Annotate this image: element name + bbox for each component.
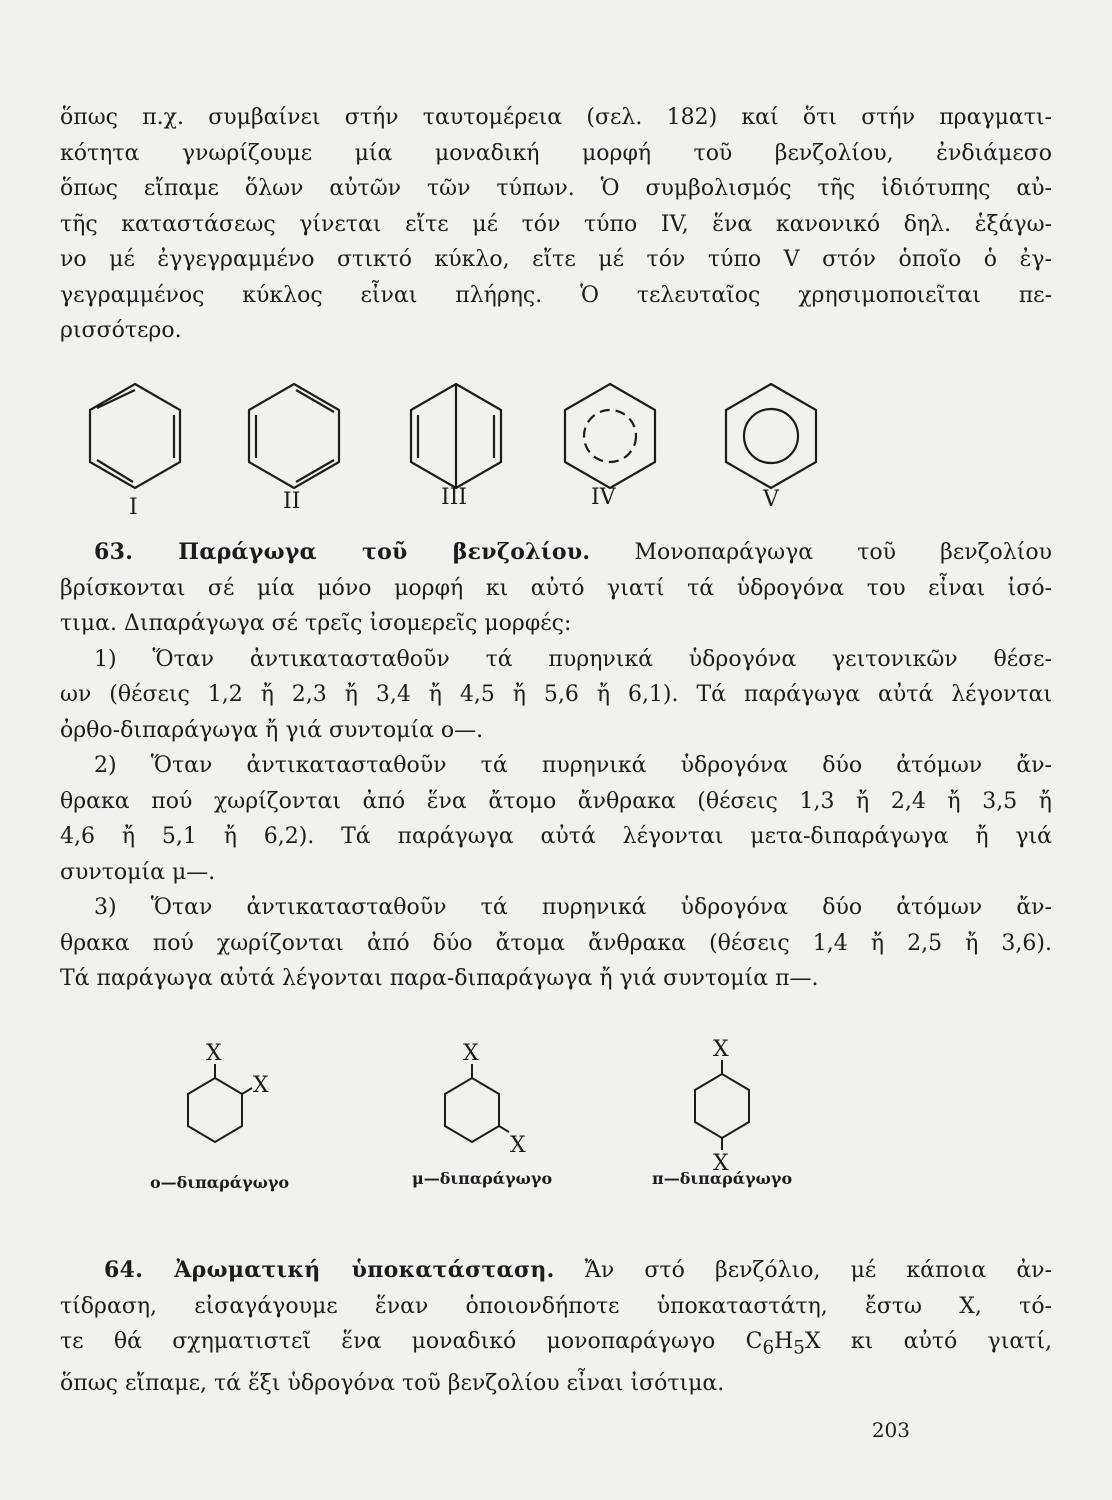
kekule-structure-i — [90, 384, 180, 488]
text-line: 2) Ὅταν ἀντικατασταθοῦν τά πυρηνικά ὑδρογόνα δύο ἀτόμων ἄν- — [94, 753, 1052, 778]
meta-label: μ—διπαράγωγο — [412, 1169, 553, 1188]
text-line: τῆς καταστάσεως γίνεται εἴτε μέ τόν τύπο IV, ἕνα κανονικό δηλ. ἑξάγω- — [60, 211, 1052, 237]
substituent-x: X — [463, 1041, 479, 1066]
text-line: νο μέ ἐγγεγραμμένο στικτό κύκλο, εἴτε μέ τόν τύπο V στόν ὁποῖο ὁ ἐγ- — [60, 247, 1052, 272]
text-span: τε θά σχηματιστεῖ ἕνα μοναδικό μονοπαράγωγο C — [60, 1329, 763, 1354]
text-line: κότητα γνωρίζουμε μία μοναδική μορφή τοῦ βενζολίου, ἐνδιάμεσο — [60, 140, 1052, 166]
text-line: ὅπως π.χ. συμβαίνει στήν ταυτομέρεια (σελ. 182) καί ὅτι στήν πραγματι- — [60, 105, 1052, 130]
text-line: θρακα πού χωρίζονται ἀπό δύο ἄτομα ἄνθρακα (θέσεις 1,4 ἤ 2,5 ἤ 3,6). — [60, 930, 1052, 956]
section-64-heading: 64. Ἀρωματική ὑποκατάσταση. — [104, 1257, 555, 1283]
text-line-formula — [60, 1324, 1052, 1366]
formula-label: III — [441, 485, 468, 510]
section-63-first-line-text: Μονοπαράγωγα τοῦ βενζολίου — [634, 540, 1052, 565]
dewar-structure-iii — [411, 384, 501, 488]
text-line: γεγραμμένος κύκλος εἶναι πλήρης. Ὁ τελευταῖος χρησιμοποιεῖται πε- — [60, 282, 1052, 308]
circle-structure-v — [726, 384, 816, 488]
ortho-label: ο—διπαράγωγο — [150, 1173, 290, 1192]
section-63 — [60, 535, 1052, 997]
text-line: τίδραση, εἰσαγάγουμε ἕναν ὁποιονδήποτε ὑποκαταστάτη, ἔστω Χ, τό- — [60, 1293, 1052, 1319]
text-line: 3) Ὅταν ἀντικατασταθοῦν τά πυρηνικά ὑδρογόνα δύο ἀτόμων ἄν- — [94, 895, 1052, 920]
subscript: 5 — [793, 1337, 805, 1359]
text-line: συντομία μ—. — [60, 859, 216, 885]
substituent-x: X — [713, 1037, 729, 1062]
text-line: 4,6 ἤ 5,1 ἤ 6,2). Τά παράγωγα αὐτά λέγονται μετα-διπαράγωγα ἤ γιά — [60, 824, 1052, 849]
formula-label: V — [763, 487, 779, 512]
text-line: 1) Ὅταν ἀντικατασταθοῦν τά πυρηνικά ὑδρογόνα γειτονικῶν θέσε- — [94, 646, 1052, 672]
text-line: ὀρθο-διπαράγωγα ἤ γιά συντομία ο—. — [60, 717, 484, 743]
benzene-formulas — [0, 370, 1112, 520]
section-63-first-line — [60, 535, 1052, 571]
text-line: βρίσκονται σέ μία μόνο μορφή κι αὐτό γιατί τά ὑδρογόνα του εἶναι ἰσό- — [60, 575, 1052, 601]
kekule-structure-ii — [249, 384, 339, 488]
substituent-x: X — [206, 1041, 222, 1066]
text-span: H — [774, 1329, 794, 1354]
formula-label: IV — [591, 485, 616, 510]
section-64-first-line-text: Ἄν στό βενζόλιο, μέ κάποια ἀν- — [584, 1258, 1052, 1283]
section-63-heading: 63. Παράγωγα τοῦ βενζολίου. — [94, 539, 591, 565]
formula-label: I — [129, 495, 138, 520]
section-64-first-line — [60, 1253, 1052, 1289]
meta-isomer — [445, 1064, 509, 1142]
para-label: π—διπαράγωγο — [652, 1169, 793, 1188]
substituent-x: X — [713, 1151, 729, 1176]
text-line: Τά παράγωγα αὐτά λέγονται παρα-διπαράγωγα ἤ γιά συντομία π—. — [60, 966, 819, 991]
page-number: 203 — [871, 1418, 910, 1442]
section-64 — [60, 1253, 1052, 1401]
top-paragraph — [60, 100, 1052, 349]
ortho-isomer — [188, 1064, 252, 1142]
text-span: X κι αὐτό γιατί, — [804, 1329, 1052, 1354]
substituent-x: X — [253, 1073, 269, 1098]
substituent-x: X — [510, 1133, 526, 1158]
text-line: ὅπως εἴπαμε ὅλων αὐτῶν τῶν τύπων. Ὁ συμβολισμός τῆς ἰδιότυπης αὐ- — [60, 176, 1052, 201]
text-line: ων (θέσεις 1,2 ἤ 2,3 ἤ 3,4 ἤ 4,5 ἤ 5,6 ἤ 6,1). Τά παράγωγα αὐτά λέγονται — [60, 682, 1052, 707]
para-isomer — [695, 1060, 749, 1150]
text-line: ὅπως εἴπαμε, τά ἕξι ὑδρογόνα τοῦ βενζολίου εἶναι ἰσότιμα. — [60, 1370, 725, 1396]
dotted-circle-structure-iv — [565, 384, 655, 488]
isomer-diagrams — [0, 1030, 1112, 1200]
text-line: ρισσότερο. — [60, 318, 182, 343]
text-line: τιμα. Διπαράγωγα σέ τρεῖς ἰσομερεῖς μορφές: — [60, 611, 572, 636]
formula-label: II — [283, 489, 301, 514]
subscript: 6 — [762, 1337, 775, 1359]
text-line: θρακα πού χωρίζονται ἀπό ἕνα ἄτομο ἄνθρακα (θέσεις 1,3 ἤ 2,4 ἤ 3,5 ἤ — [60, 788, 1052, 814]
